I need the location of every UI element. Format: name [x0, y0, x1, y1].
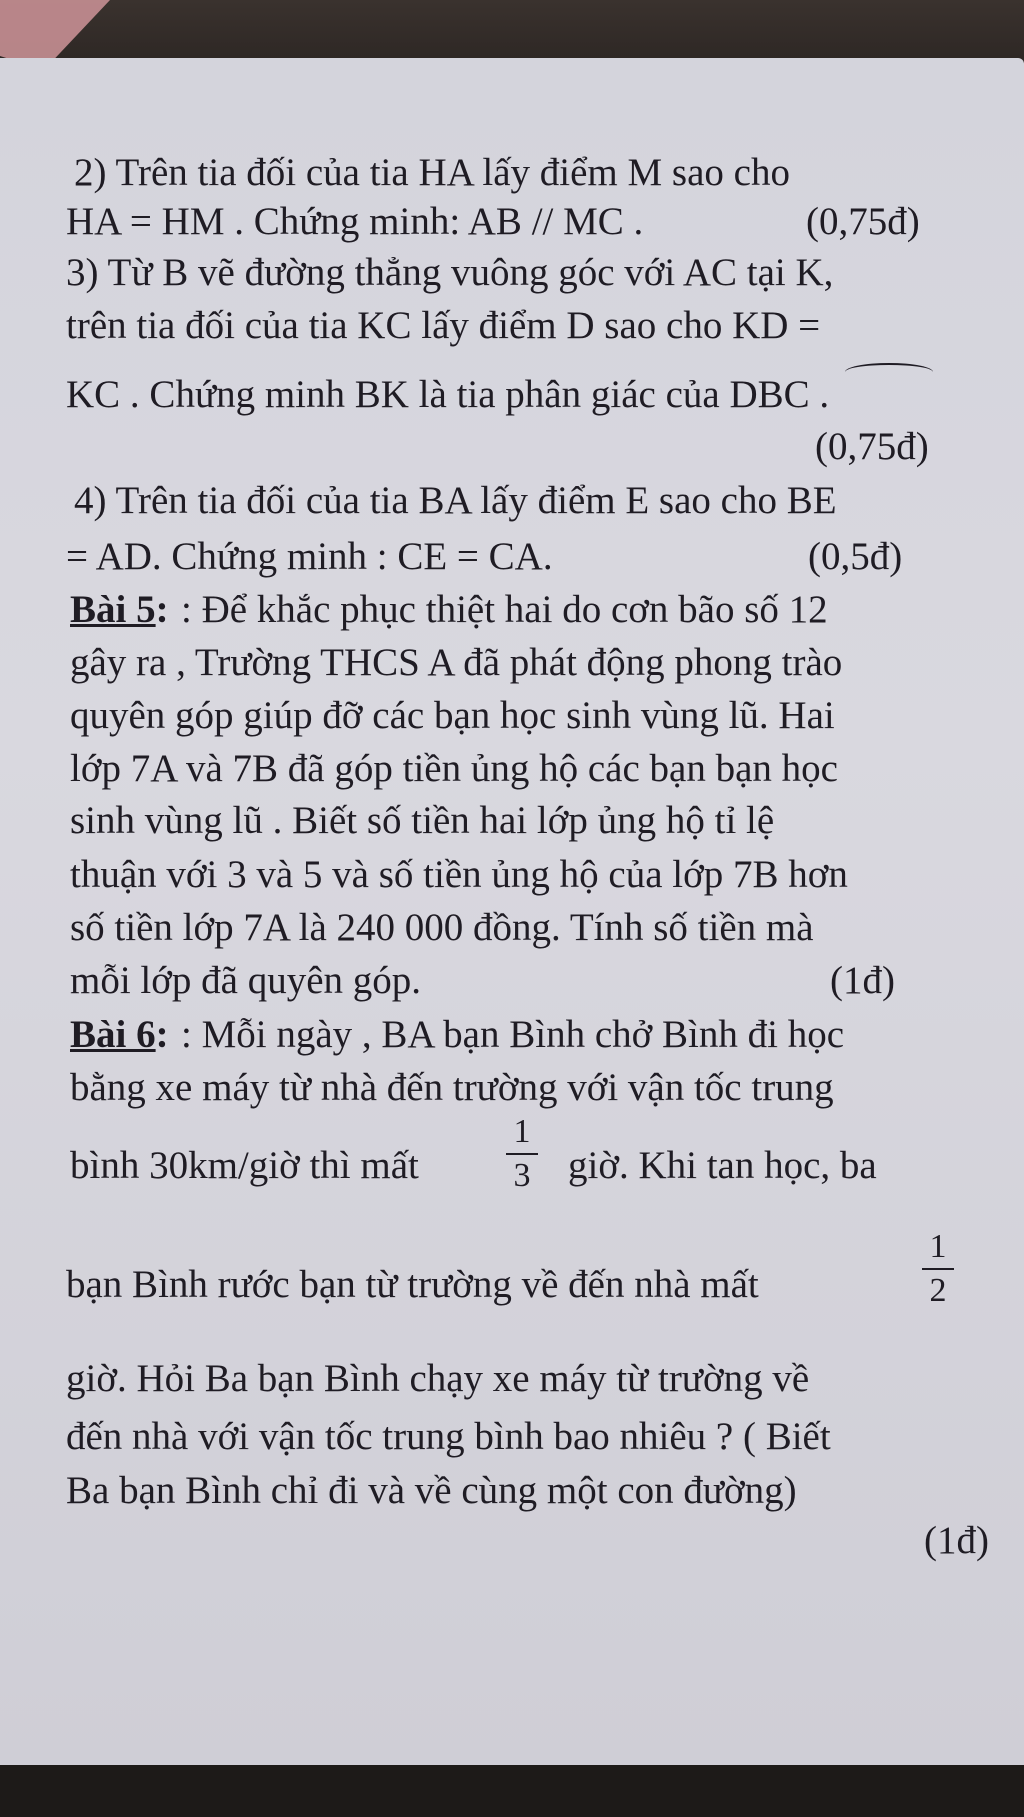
angle-arc [845, 363, 933, 381]
text-line: lớp 7A và 7B đã góp tiền ủng hộ các bạn bạn học [70, 747, 838, 790]
text-line: trên tia đối của tia KC lấy điểm D sao cho KD = [66, 304, 821, 347]
text-line: thuận với 3 và 5 và số tiền ủng hộ của lớp 7B hơn [70, 853, 848, 896]
text-line: HA = HM . Chứng minh: AB // MC . [66, 200, 644, 243]
fraction-numerator: 1 [513, 1113, 531, 1150]
text-line: Ba bạn Bình chỉ đi và về cùng một con đường) [66, 1469, 797, 1512]
text-line: mỗi lớp đã quyên góp. [70, 959, 421, 1002]
background-bottom [0, 1765, 1024, 1817]
score: (1đ) [830, 959, 895, 1002]
text-line: 4) Trên tia đối của tia BA lấy điểm E sao cho BE [74, 479, 837, 522]
fraction-one-third [502, 1113, 542, 1195]
text-line: 3) Từ B vẽ đường thẳng vuông góc với AC tại K, [66, 251, 834, 294]
text-line: giờ. Khi tan học, ba [568, 1144, 877, 1187]
text-line: số tiền lớp 7A là 240 000 đồng. Tính số tiền mà [70, 906, 814, 949]
fraction-denominator: 2 [929, 1272, 947, 1309]
text-line: 2) Trên tia đối của tia HA lấy điểm M sao cho [74, 151, 790, 194]
text-line: bằng xe máy từ nhà đến trường với vận tốc trung [70, 1066, 834, 1109]
score: (0,75đ) [806, 200, 920, 243]
exercise-label: Bài 6 [70, 1013, 156, 1056]
fraction-denominator: 3 [513, 1157, 531, 1194]
text-line: giờ. Hỏi Ba bạn Bình chạy xe máy từ trường về [66, 1357, 810, 1400]
text-line: gây ra , Trường THCS A đã phát động phong trào [70, 641, 843, 684]
fraction-numerator: 1 [929, 1228, 947, 1265]
text-line: bạn Bình rước bạn từ trường về đến nhà mất [66, 1263, 759, 1306]
score: (1đ) [924, 1519, 989, 1562]
text-line: quyên góp giúp đỡ các bạn học sinh vùng lũ. Hai [70, 694, 835, 737]
fraction-one-half [918, 1228, 958, 1310]
text-line: = AD. Chứng minh : CE = CA. [66, 535, 553, 578]
text-line: bình 30km/giờ thì mất [70, 1144, 419, 1187]
text-line [70, 1012, 169, 1058]
text-line: đến nhà với vận tốc trung bình bao nhiêu ? ( Biết [66, 1415, 831, 1458]
text-line: : Để khắc phục thiệt hai do cơn bão số 12 [181, 588, 828, 631]
score: (0,5đ) [808, 535, 903, 578]
fraction-bar [506, 1153, 538, 1155]
text-line [66, 372, 829, 418]
score: (0,75đ) [815, 425, 929, 468]
angle-dbc: DBC [729, 373, 810, 416]
text-line: : Mỗi ngày , BA bạn Bình chở Bình đi học [181, 1013, 845, 1056]
text-span: : [155, 1013, 169, 1056]
text-line [70, 587, 169, 633]
text-span: . [809, 373, 830, 416]
text-span: KC . Chứng minh BK là tia phân giác của [66, 373, 720, 416]
fraction-bar [922, 1268, 954, 1270]
text-line: sinh vùng lũ . Biết số tiền hai lớp ủng hộ tỉ lệ [70, 799, 775, 842]
text-span: : [155, 588, 169, 631]
exercise-label: Bài 5 [70, 588, 156, 631]
